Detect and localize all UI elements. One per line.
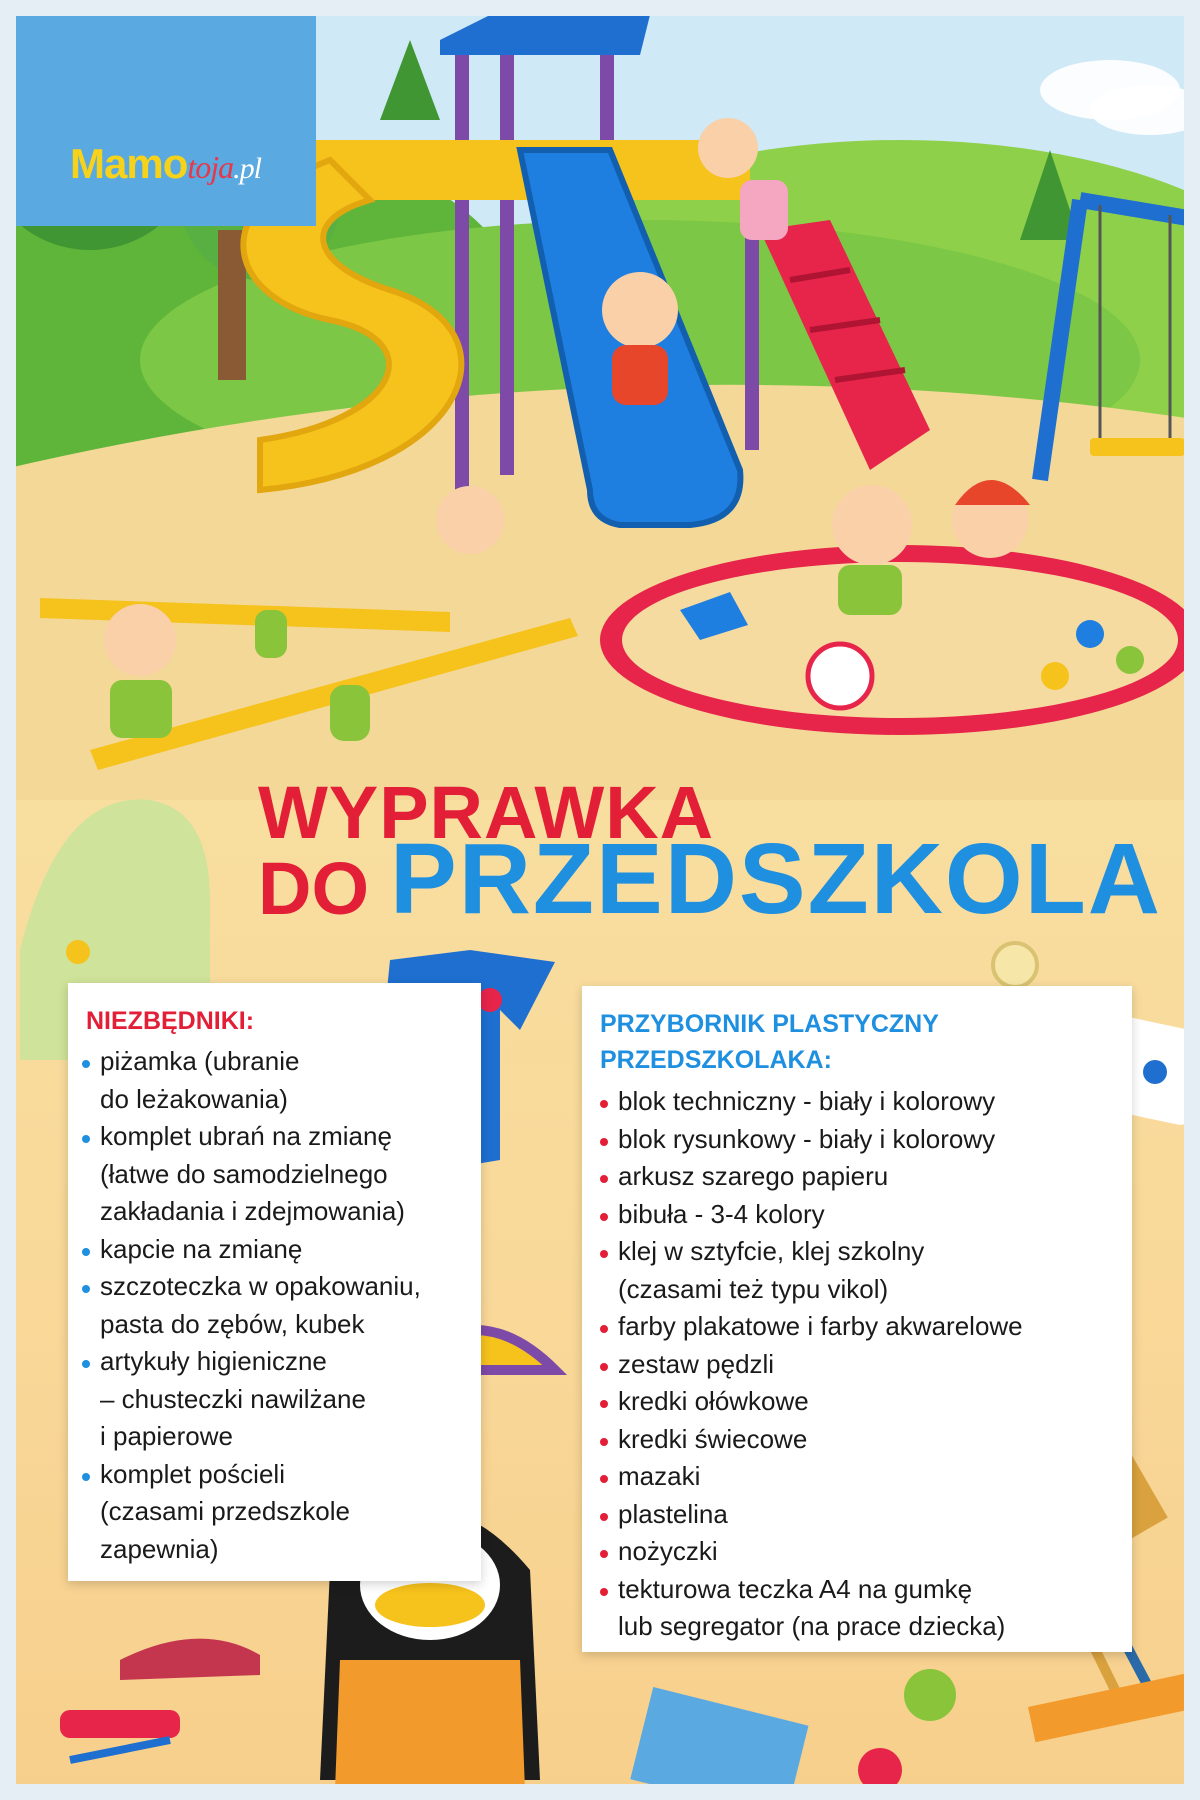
logo-pl: .pl (233, 152, 261, 185)
child-girl (740, 180, 788, 240)
child-sliding (612, 345, 668, 405)
pencils-box (630, 1687, 808, 1800)
list-item: farby plakatowe i farby akwarelowe (600, 1308, 1120, 1346)
toy-ball (1041, 662, 1069, 690)
list-item: plastelina (600, 1496, 1120, 1534)
logo-ja: ja (210, 149, 234, 185)
paint-cup (858, 1748, 902, 1792)
essentials-heading: NIEZBĘDNIKI: (86, 1007, 255, 1035)
list-item: blok techniczny - biały i kolorowy (600, 1083, 1120, 1121)
paint-color (1143, 1060, 1167, 1084)
list-item: komplet pościeli (czasami przedszkole zapewnia) (82, 1456, 472, 1569)
list-item: kredki ołówkowe (600, 1383, 1120, 1421)
penguin-beak (375, 1583, 485, 1627)
art-supplies-list (600, 1083, 1120, 1646)
list-item: nożyczki (600, 1533, 1120, 1571)
backpack-pocket (335, 1660, 525, 1790)
child-seesaw (436, 486, 504, 554)
sandal (120, 1639, 260, 1680)
toy-ball (1116, 646, 1144, 674)
list-item: piżamka (ubranie do leżakowania) (82, 1043, 472, 1118)
list-item: zestaw pędzli (600, 1346, 1120, 1384)
dress-flower (478, 988, 502, 1012)
duck-icon (66, 940, 90, 964)
essentials-card (68, 983, 481, 1581)
child-sandbox (832, 485, 912, 565)
child-girl (698, 118, 758, 178)
list-item: tekturowa teczka A4 na gumkę lub segregator (na prace dziecka) (600, 1571, 1120, 1646)
list-item: bibuła - 3-4 kolory (600, 1196, 1120, 1234)
toothbrush (70, 1740, 170, 1760)
essentials-list (82, 1043, 472, 1568)
seesaw-base (330, 685, 370, 741)
logo-to: to (187, 149, 211, 185)
swing-seat (1090, 438, 1185, 456)
slide-post (455, 55, 469, 525)
list-item: klej w sztyfcie, klej szkolny (czasami też typu vikol) (600, 1233, 1120, 1308)
slide-post (500, 55, 514, 475)
child-sliding (602, 272, 678, 348)
child-sandbox (838, 565, 902, 615)
list-item: komplet ubrań na zmianę (łatwe do samodzielnego zakładania i zdejmowania) (82, 1118, 472, 1231)
list-item: arkusz szarego papieru (600, 1158, 1120, 1196)
child-seesaw (104, 604, 176, 676)
toy-ball (1076, 620, 1104, 648)
brand-logo[interactable] (70, 140, 261, 188)
list-item: artykuły higieniczne – chusteczki nawilżane i papierowe (82, 1343, 472, 1456)
title-prefix: DO (258, 847, 369, 930)
title-main: PRZEDSZKOLA (390, 823, 1162, 935)
logo-box (16, 0, 316, 226)
paint-cup (993, 943, 1037, 987)
list-item: blok rysunkowy - biały i kolorowy (600, 1121, 1120, 1159)
list-item: szczoteczka w opakowaniu, pasta do zębów, kubek (82, 1268, 472, 1343)
toothpaste (60, 1710, 180, 1738)
list-item: kapcie na zmianę (82, 1231, 472, 1269)
art-supplies-heading: PRZYBORNIK PLASTYCZNY PRZEDSZKOLAKA: (600, 1010, 939, 1074)
list-item: kredki świecowe (600, 1421, 1120, 1459)
seesaw-base (255, 610, 287, 658)
paint-cup (904, 1669, 956, 1721)
beach-ball (808, 644, 872, 708)
art-supplies-card (582, 986, 1132, 1652)
list-item: mazaki (600, 1458, 1120, 1496)
slide-post (745, 220, 759, 450)
child-seesaw (110, 680, 172, 738)
title-line-1: WYPRAWKA (258, 771, 715, 854)
logo-main: Mamo (70, 140, 188, 187)
